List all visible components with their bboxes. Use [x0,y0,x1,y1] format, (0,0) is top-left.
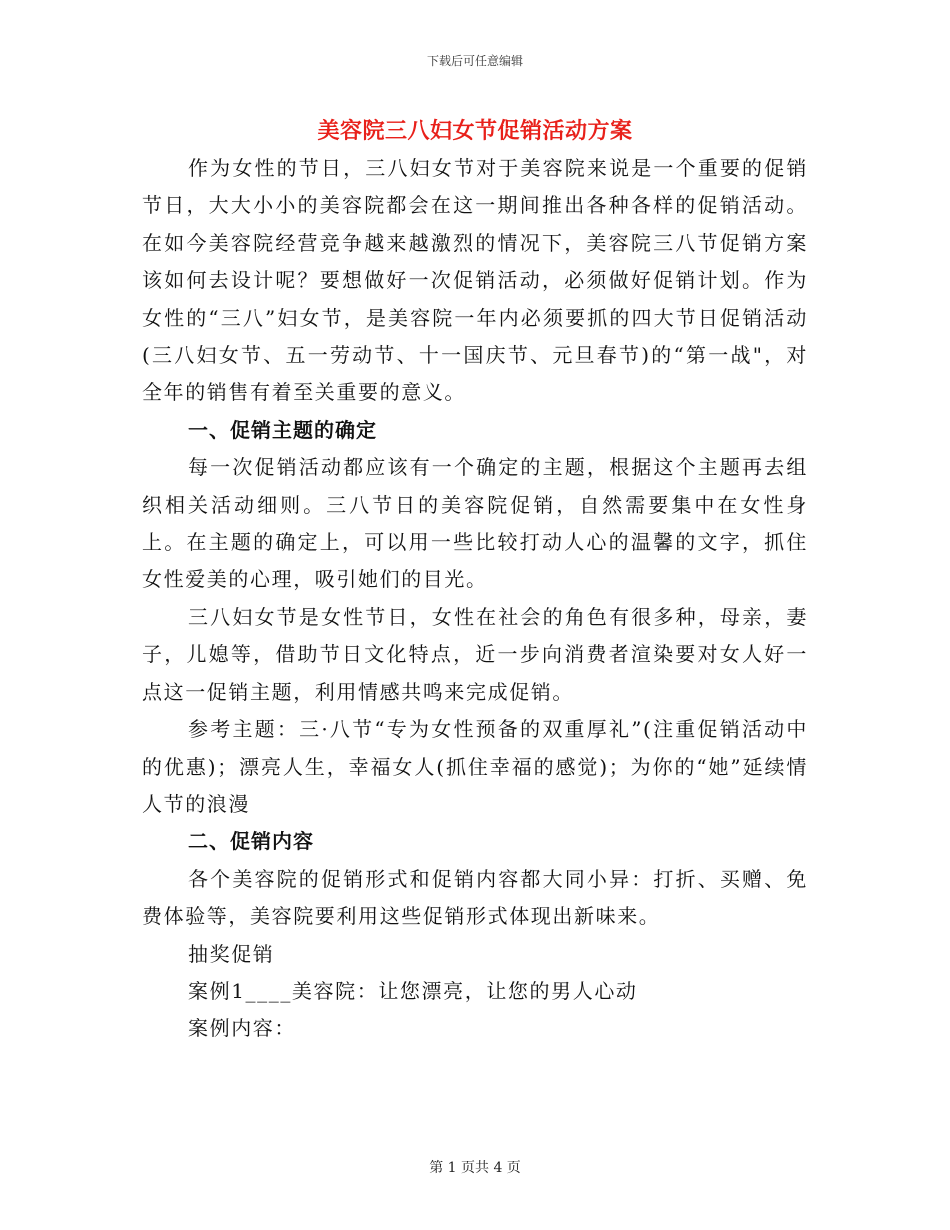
theme-paragraph-1: 每一次促销活动都应该有一个确定的主题，根据这个主题再去组织相关活动细则。三八节日的美容院促销，自然需要集中在女性身上。在主题的确定上，可以用一些比较打动人心的温馨的文字，抓住女性爱美的心理，吸引她们的目光。 [142,455,808,592]
reference-theme-paragraph: 参考主题：三·八节“专为女性预备的双重厚礼”(注重促销活动中的优惠)；漂亮人生，幸福女人(抓住幸福的感觉)；为你的“她”延续情人节的浪漫 [142,717,808,816]
section-heading-theme: 一、促销主题的确定 [188,417,377,442]
case-1-line: 案例1____美容院：让您漂亮，让您的男人心动 [188,978,638,1003]
section-heading-content: 二、促销内容 [188,829,314,854]
page-number-footer: 第 1 页共 4 页 [429,1160,521,1176]
document-title: 美容院三八妇女节促销活动方案 [317,118,633,144]
document-body [142,150,808,1048]
intro-paragraph: 作为女性的节日，三八妇女节对于美容院来说是一个重要的促销节日，大大小小的美容院都会在这一期间推出各种各样的促销活动。在如今美容院经营竞争越来越激烈的情况下，美容院三八节促销方案该如何去设计呢？要想做好一次促销活动，必须做好促销计划。作为女性的“三八”妇女节，是美容院一年内必须要抓的四大节日促销活动(三八妇女节、五一劳动节、十一国庆节、元旦春节)的“第一战"，对全年的销售有着至关重要的意义。 [142,156,808,405]
case-content-line: 案例内容： [188,1016,296,1041]
lottery-promotion-line: 抽奖促销 [188,941,275,966]
content-paragraph: 各个美容院的促销形式和促销内容都大同小异：打折、买赠、免费体验等，美容院要利用这些促销形式体现出新味来。 [142,866,808,929]
page-header: 下载后可任意编辑 [426,54,523,68]
theme-paragraph-2: 三八妇女节是女性节日，女性在社会的角色有很多种，母亲，妻子，儿媳等，借助节日文化特点，近一步向消费者渲染要对女人好一点这一促销主题，利用情感共鸣来完成促销。 [142,604,808,704]
